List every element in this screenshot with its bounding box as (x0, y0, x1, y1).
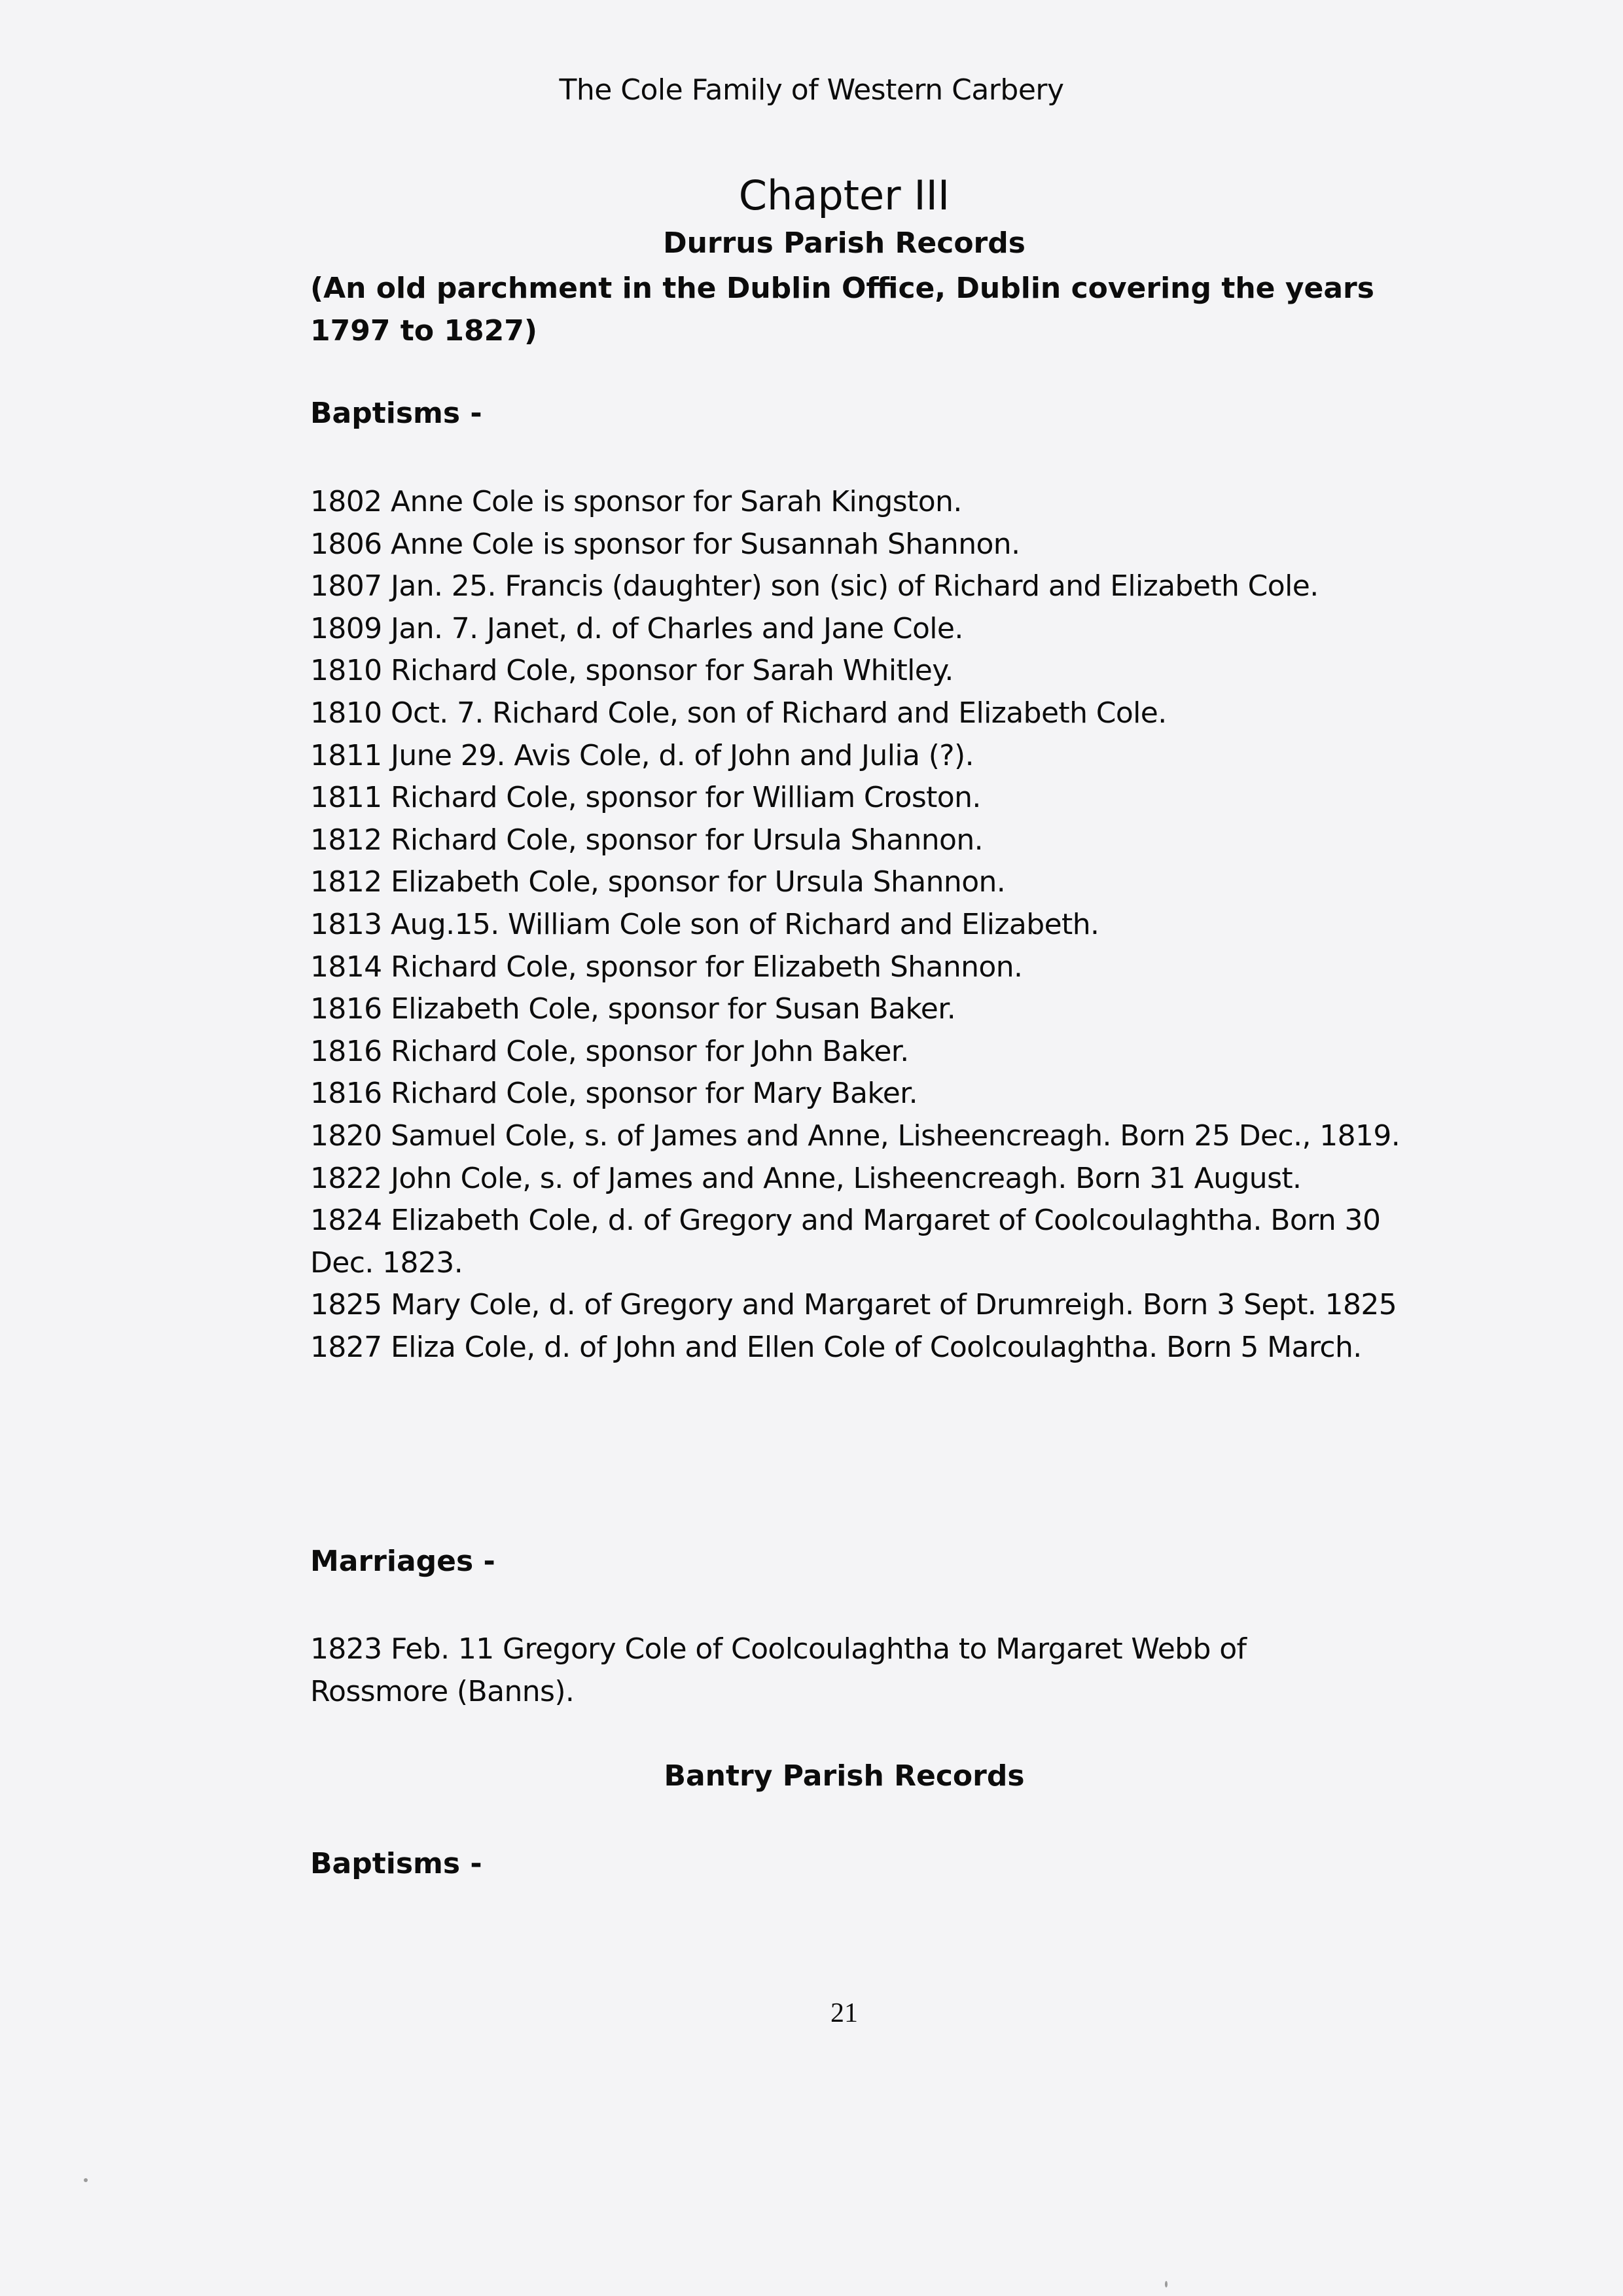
baptism-entry: 1812 Richard Cole, sponsor for Ursula Shannon. (310, 823, 984, 857)
running-header: The Cole Family of Western Carbery (559, 73, 1064, 107)
baptism-entry: 1809 Jan. 7. Janet, d. of Charles and Jane Cole. (310, 611, 963, 645)
marriage-entry: 1823 Feb. 11 Gregory Cole of Coolcoulaghtha to Margaret Webb of Rossmore (Banns). (310, 1632, 1247, 1708)
baptism-entry: 1820 Samuel Cole, s. of James and Anne, Lisheencreagh. Born 25 Dec., 1819. (310, 1119, 1400, 1153)
baptism-entry: 1822 John Cole, s. of James and Anne, Lisheencreagh. Born 31 August. (310, 1161, 1302, 1195)
baptism-entry: 1816 Richard Cole, sponsor for John Baker. (310, 1034, 909, 1068)
baptism-entry: 1813 Aug.15. William Cole son of Richard and Elizabeth. (310, 907, 1099, 941)
baptism-entry: 1806 Anne Cole is sponsor for Susannah Shannon. (310, 527, 1020, 561)
scan-speck (1165, 2281, 1168, 2287)
baptism-entry: 1816 Richard Cole, sponsor for Mary Baker. (310, 1077, 918, 1111)
scan-speck (84, 2178, 88, 2182)
baptism-entry: 1802 Anne Cole is sponsor for Sarah Kingston. (310, 485, 962, 518)
durrus-subtitle: (An old parchment in the Dublin Office, Dublin covering the years 1797 to 1827) (310, 272, 1374, 348)
baptism-entry: 1810 Oct. 7. Richard Cole, son of Richard and Elizabeth Cole. (310, 696, 1167, 730)
baptism-entry: 1807 Jan. 25. Francis (daughter) son (sic) of Richard and Elizabeth Cole. (310, 569, 1319, 603)
baptism-entry: 1816 Elizabeth Cole, sponsor for Susan Baker. (310, 992, 956, 1026)
baptism-entry: 1825 Mary Cole, d. of Gregory and Margaret of Drumreigh. Born 3 Sept. 1825 (310, 1288, 1397, 1322)
baptism-entry: 1827 Eliza Cole, d. of John and Ellen Cole of Coolcoulaghtha. Born 5 March. (310, 1330, 1362, 1364)
baptism-entry: 1814 Richard Cole, sponsor for Elizabeth Shannon. (310, 950, 1023, 984)
baptism-entry: 1824 Elizabeth Cole, d. of Gregory and Margaret of Coolcoulaghtha. Born 30 Dec. 1823. (310, 1204, 1381, 1280)
durrus-baptisms-list (310, 481, 1410, 1369)
baptism-entry: 1811 Richard Cole, sponsor for William Croston. (310, 781, 981, 815)
page-number: 21 (830, 1998, 858, 2028)
baptism-entry: 1812 Elizabeth Cole, sponsor for Ursula Shannon. (310, 865, 1006, 899)
chapter-title: Chapter III (738, 171, 950, 219)
bantry-baptisms-heading: Baptisms - (310, 1847, 482, 1880)
bantry-section-title: Bantry Parish Records (664, 1759, 1025, 1793)
baptism-entry: 1810 Richard Cole, sponsor for Sarah Whitley. (310, 654, 954, 688)
baptism-entry: 1811 June 29. Avis Cole, d. of John and Julia (?). (310, 738, 974, 772)
durrus-marriages-list (310, 1628, 1383, 1713)
durrus-baptisms-heading: Baptisms - (310, 397, 482, 430)
durrus-marriages-heading: Marriages - (310, 1545, 495, 1578)
durrus-section-title: Durrus Parish Records (663, 226, 1026, 260)
